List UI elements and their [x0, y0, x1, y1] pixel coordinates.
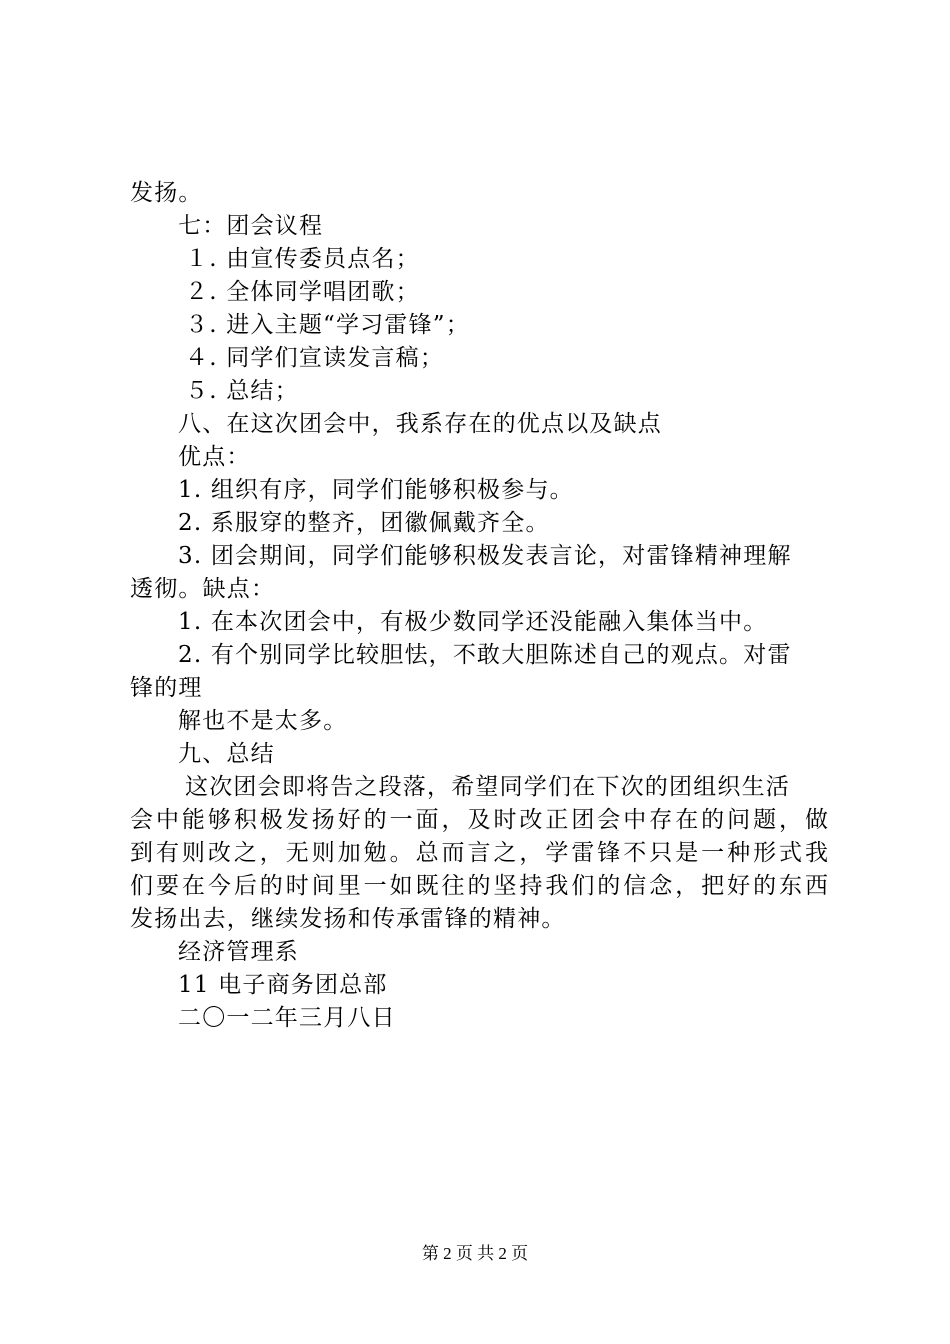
section-heading-evaluation: 八、在这次团会中，我系存在的优点以及缺点	[178, 411, 662, 437]
disadvantage-item: 1. 在本次团会中，有极少数同学还没能融入集体当中。	[178, 609, 768, 635]
paragraph-line: 发扬。	[130, 180, 203, 206]
paragraph-line: 透彻。缺点：	[130, 576, 276, 602]
page-number-footer: 第 2 页 共 2 页	[421, 1244, 529, 1263]
summary-paragraph-line: 这次团会即将告之段落，希望同学们在下次的团组织生活	[185, 774, 790, 800]
paragraph-line: 解也不是太多。	[178, 708, 348, 734]
section-heading-agenda: 七：团会议程	[178, 213, 324, 239]
advantage-item: 2. 系服穿的整齐，团徽佩戴齐全。	[178, 510, 550, 536]
subheading-advantages: 优点：	[178, 444, 251, 470]
agenda-item: ５. 总结；	[185, 378, 299, 404]
summary-paragraph-line: 会中能够积极发扬好的一面，及时改正团会中存在的问题，做	[130, 807, 828, 833]
summary-paragraph-line: 们要在今后的时间里一如既往的坚持我们的信念，把好的东西	[130, 873, 828, 899]
summary-paragraph-line: 到有则改之，无则加勉。总而言之，学雷锋不只是一种形式我	[130, 840, 828, 866]
advantage-item: 1. 组织有序，同学们能够积极参与。	[178, 477, 574, 503]
signature-organization: 11 电子商务团总部	[178, 972, 388, 998]
advantage-item: 3. 团会期间，同学们能够积极发表言论，对雷锋精神理解	[178, 543, 792, 569]
summary-paragraph-line: 发扬出去，继续发扬和传承雷锋的精神。	[130, 906, 566, 932]
agenda-item: ２. 全体同学唱团歌；	[185, 279, 420, 305]
agenda-item: ４. 同学们宣读发言稿；	[185, 345, 445, 371]
agenda-item: ３. 进入主题“学习雷锋”；	[185, 312, 470, 338]
signature-date: 二〇一二年三月八日	[178, 1005, 396, 1031]
signature-department: 经济管理系	[178, 939, 299, 965]
paragraph-line: 锋的理	[130, 675, 203, 701]
disadvantage-item: 2. 有个别同学比较胆怯，不敢大胆陈述自己的观点。对雷	[178, 642, 792, 668]
agenda-item: １. 由宣传委员点名；	[185, 246, 420, 272]
section-heading-summary: 九、总结	[178, 741, 275, 767]
